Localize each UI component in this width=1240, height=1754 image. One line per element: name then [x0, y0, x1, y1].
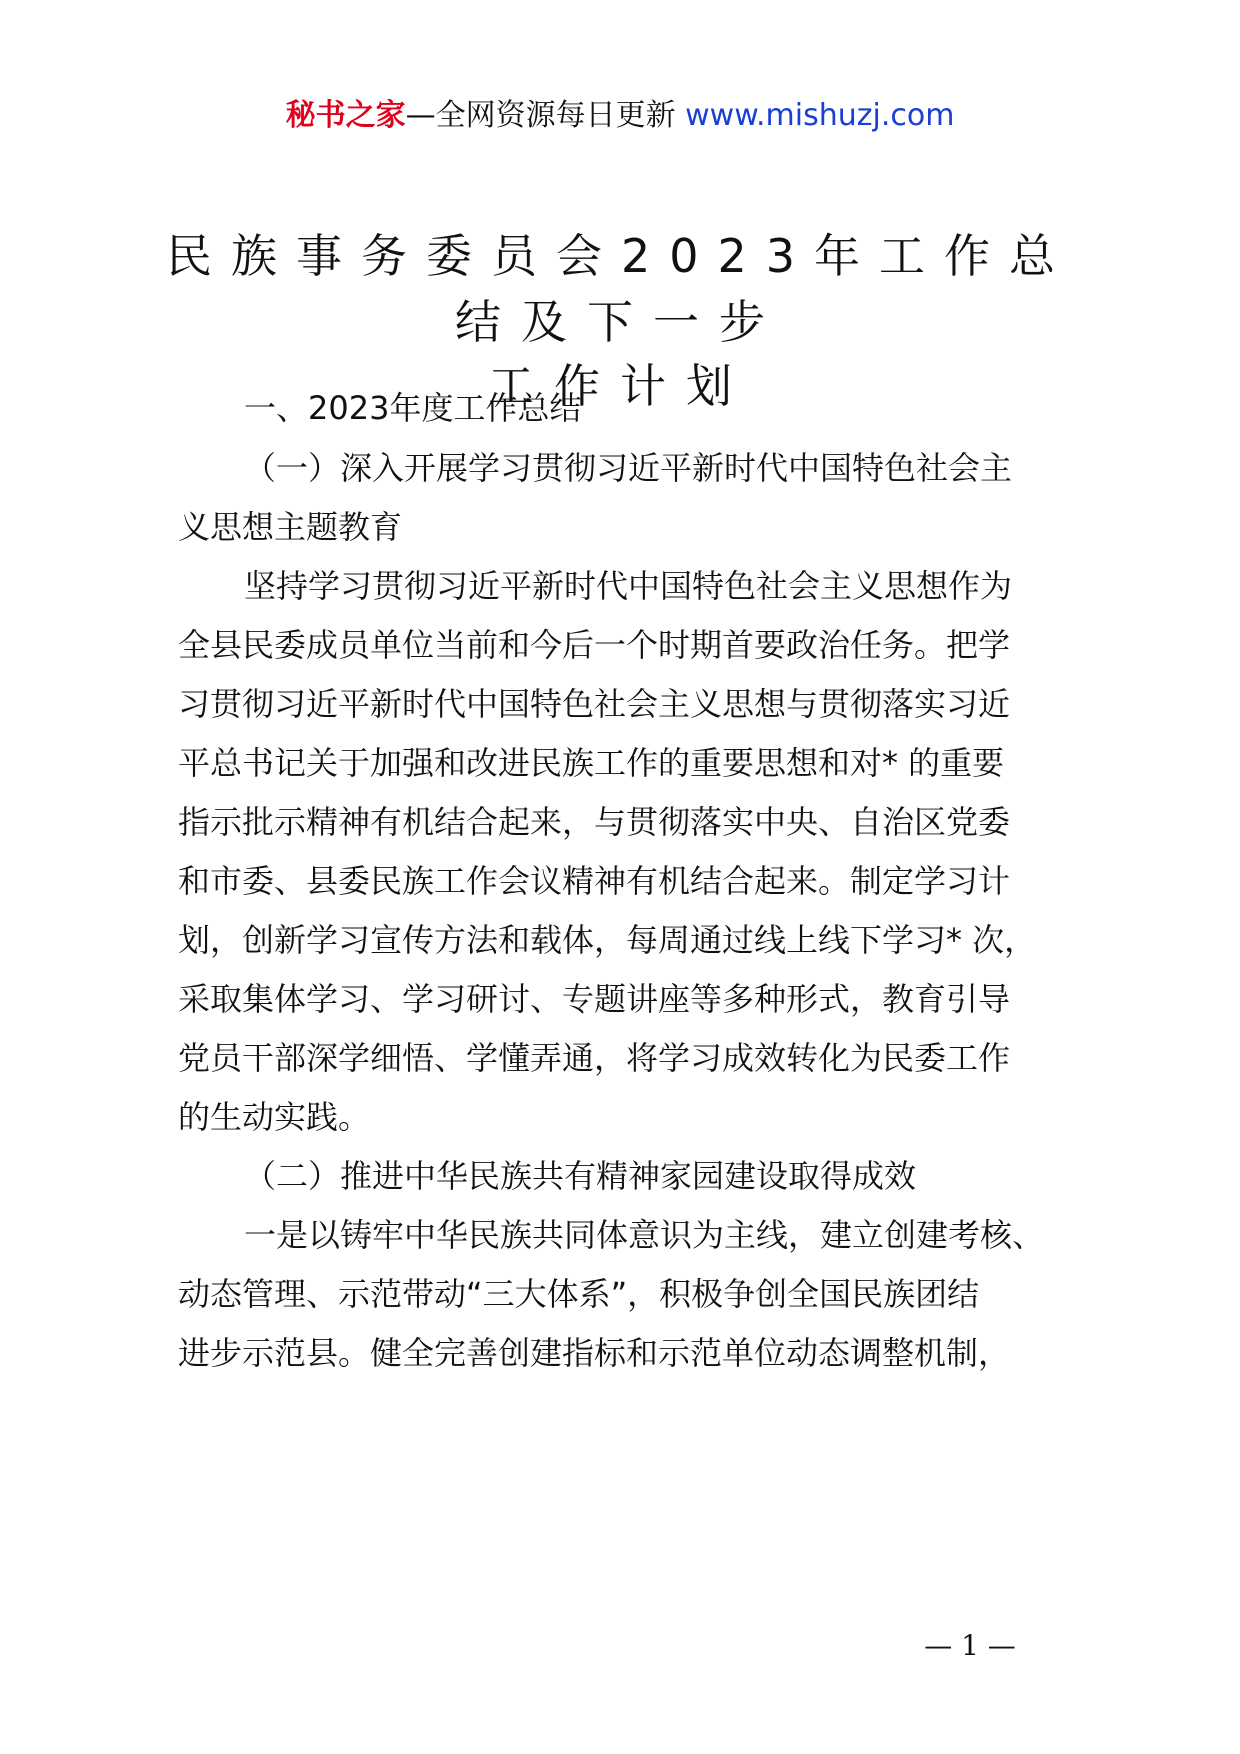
paragraph-line: 进步示范县。健全完善创建指标和示范单位动态调整机制， — [178, 1334, 1011, 1372]
subsection-heading-1-cont: 义思想主题教育 — [178, 508, 403, 546]
paragraph-line: 采取集体学习、学习研讨、专题讲座等多种形式，教育引导 — [178, 980, 1011, 1018]
section-heading: 一、2023年度工作总结 — [244, 389, 582, 427]
paragraph-line: 动态管理、示范带动“三大体系”，积极争创全国民族团结 — [178, 1275, 980, 1313]
document-title-line-2: 结及下一步 — [455, 295, 785, 349]
document-title-line-3: 工作计划 — [488, 359, 752, 413]
paragraph-line: 指示批示精神有机结合起来，与贯彻落实中央、自治区党委 — [178, 803, 1011, 841]
subsection-heading-2: （二）推进中华民族共有精神家园建设取得成效 — [244, 1157, 917, 1195]
paragraph-line: 党员干部深学细悟、学懂弄通，将学习成效转化为民委工作 — [178, 1039, 1011, 1077]
paragraph-line: 全县民委成员单位当前和今后一个时期首要政治任务。把学 — [178, 626, 1011, 664]
header-brand: 秘书之家 — [285, 98, 406, 133]
paragraph-line: 的生动实践。 — [178, 1098, 371, 1136]
page-number: — 1 — — [924, 1629, 1016, 1662]
site-header — [0, 96, 1240, 136]
paragraph-line: 坚持学习贯彻习近平新时代中国特色社会主义思想作为 — [244, 567, 1013, 605]
header-site-url[interactable]: www.mishuzj.com — [685, 98, 955, 133]
paragraph-line: 和市委、县委民族工作会议精神有机结合起来。制定学习计 — [178, 862, 1011, 900]
paragraph-line: 一是以铸牢中华民族共同体意识为主线，建立创建考核、 — [244, 1216, 1045, 1254]
header-slogan: —全网资源每日更新 — [405, 98, 686, 133]
subsection-heading-1: （一）深入开展学习贯彻习近平新时代中国特色社会主 — [244, 449, 1013, 487]
document-title-line-1: 民族事务委员会2023年工作总 — [165, 229, 1075, 283]
paragraph-line: 划，创新学习宣传方法和载体，每周通过线上线下学习* 次， — [178, 921, 1037, 959]
paragraph-line: 平总书记关于加强和改进民族工作的重要思想和对* 的重要 — [178, 744, 1005, 782]
paragraph-line: 习贯彻习近平新时代中国特色社会主义思想与贯彻落实习近 — [178, 685, 1011, 723]
